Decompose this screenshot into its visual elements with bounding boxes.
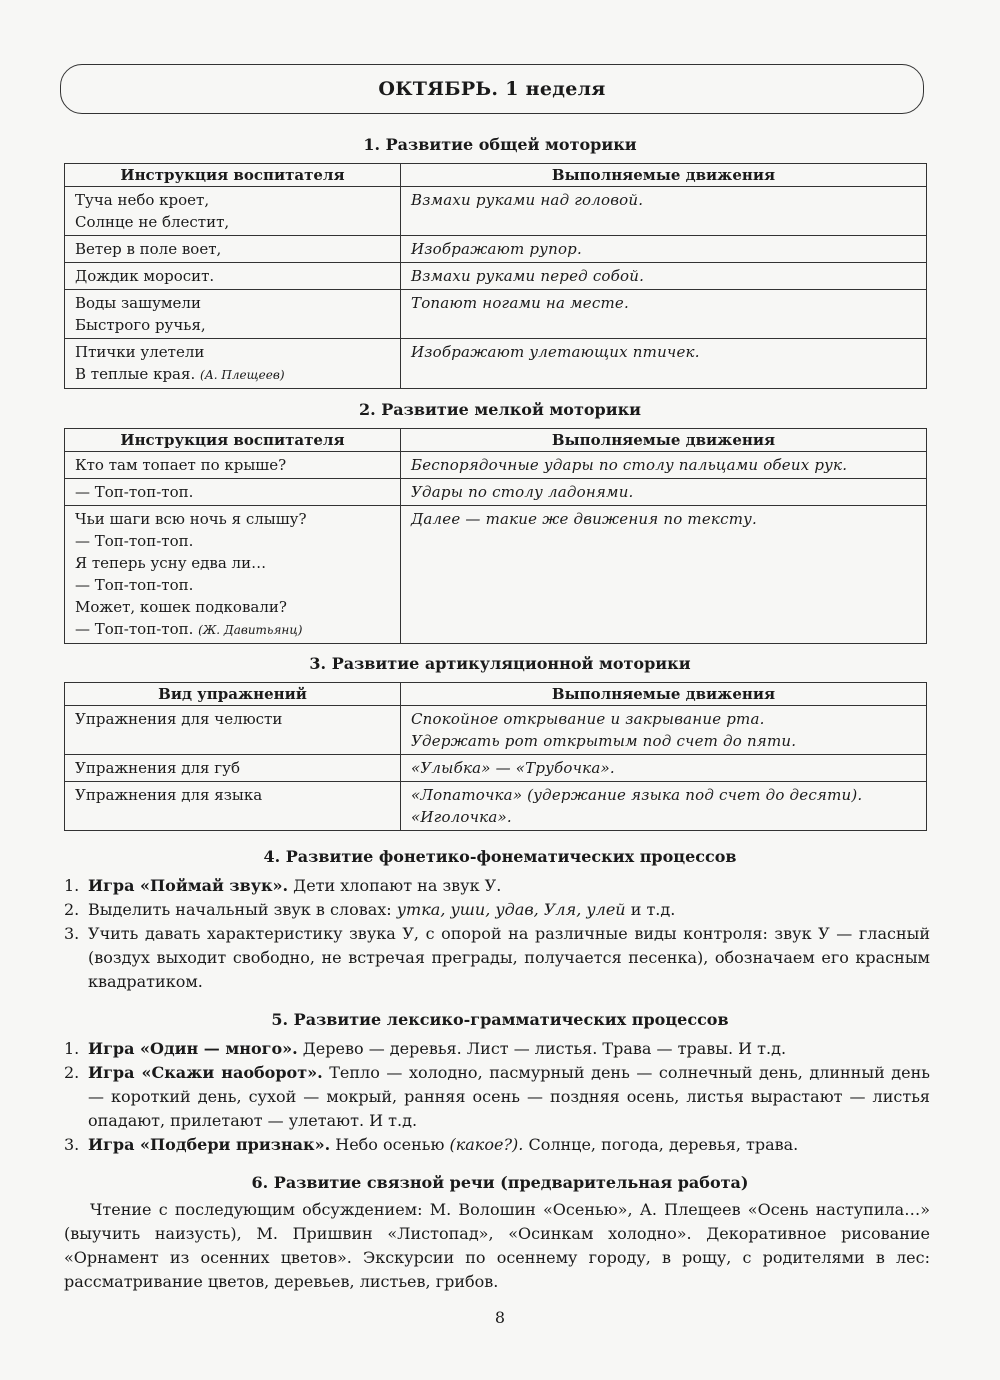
column-header: Выполняемые движения bbox=[401, 164, 927, 187]
verse-line: Я теперь усну едва ли… bbox=[75, 554, 267, 572]
movement-line: «Иголочка». bbox=[411, 808, 512, 826]
table-header-row bbox=[65, 683, 927, 706]
item-number: 2. bbox=[64, 900, 80, 919]
page-number: 8 bbox=[494, 1308, 506, 1327]
section-5-title: 5. Развитие лексико-грамматических процессов bbox=[271, 1010, 729, 1029]
page-title: ОКТЯБРЬ. 1 неделя bbox=[378, 78, 606, 100]
verse-line: Быстрого ручья, bbox=[75, 316, 206, 334]
section-4-title: 4. Развитие фонетико-фонематических процессов bbox=[263, 847, 737, 866]
lexical-list bbox=[64, 1037, 930, 1157]
movement-cell: Взмахи руками перед собой. bbox=[401, 263, 927, 290]
movement-cell: Далее — такие же движения по тексту. bbox=[401, 506, 927, 644]
list-item bbox=[64, 922, 930, 994]
author-credit: (Ж. Давитьянц) bbox=[198, 623, 303, 637]
table-row bbox=[65, 755, 927, 782]
movement-line: «Лопаточка» (удержание языка под счет до десяти). bbox=[411, 786, 863, 804]
column-header: Выполняемые движения bbox=[401, 683, 927, 706]
movement-cell: Изображают улетающих птичек. bbox=[401, 339, 927, 389]
item-number: 1. bbox=[64, 876, 80, 895]
movement-line: «Улыбка» — «Трубочка». bbox=[411, 759, 615, 777]
game-name: Игра «Поймай звук». bbox=[88, 876, 289, 895]
item-text: Дерево — деревья. Лист — листья. Трава — травы. И т.д. bbox=[297, 1039, 787, 1058]
instruction-cell bbox=[65, 290, 401, 339]
verse-line: Дождик моросит. bbox=[75, 267, 215, 285]
verse-line-with-author bbox=[75, 363, 390, 386]
movement-cell: Удары по столу ладонями. bbox=[401, 479, 927, 506]
instruction-cell bbox=[65, 452, 401, 479]
movement-cell: Взмахи руками над головой. bbox=[401, 187, 927, 236]
movement-cell: Изображают рупор. bbox=[401, 236, 927, 263]
articulation-table bbox=[64, 682, 927, 831]
section-3-title: 3. Развитие артикуляционной моторики bbox=[309, 654, 691, 673]
verse-line: Кто там топает по крыше? bbox=[75, 456, 287, 474]
column-header: Инструкция воспитателя bbox=[65, 429, 401, 452]
movement-cell: Топают ногами на месте. bbox=[401, 290, 927, 339]
instruction-cell bbox=[65, 339, 401, 389]
column-header: Инструкция воспитателя bbox=[65, 164, 401, 187]
list-item bbox=[64, 874, 930, 898]
table-row bbox=[65, 479, 927, 506]
exercise-type-cell: Упражнения для губ bbox=[65, 755, 401, 782]
exercise-type-cell: Упражнения для языка bbox=[65, 782, 401, 831]
instruction-cell bbox=[65, 263, 401, 290]
item-number: 3. bbox=[64, 924, 80, 943]
phonetic-list bbox=[64, 874, 930, 994]
table-row bbox=[65, 339, 927, 389]
game-name: Игра «Один — много». bbox=[88, 1039, 298, 1058]
game-name: Игра «Подбери признак». bbox=[88, 1135, 331, 1154]
item-words: утка, уши, удав, Уля, улей bbox=[396, 900, 626, 919]
item-text: Тепло — холодно, пасмурный день — солнечный день, длинный день — короткий день, сухой — мокрый, ранняя осень — поздняя осень, листья вырастают — листья опадают, прилетают — улетают. И т.д. bbox=[88, 1063, 930, 1130]
table-row bbox=[65, 263, 927, 290]
exercise-type-cell: Упражнения для челюсти bbox=[65, 706, 401, 755]
item-number: 2. bbox=[64, 1063, 80, 1082]
section-2-title: 2. Развитие мелкой моторики bbox=[358, 400, 642, 419]
verse-line: Туча небо кроет, bbox=[75, 191, 210, 209]
table-row bbox=[65, 506, 927, 644]
verse-line: — Топ-топ-топ. bbox=[75, 483, 194, 501]
table-header-row bbox=[65, 164, 927, 187]
verse-line: — Топ-топ-топ. bbox=[75, 576, 194, 594]
item-question: (какое?). bbox=[449, 1135, 524, 1154]
item-tail: и т.д. bbox=[625, 900, 676, 919]
instruction-cell bbox=[65, 236, 401, 263]
verse-line: Ветер в поле воет, bbox=[75, 240, 222, 258]
item-number: 3. bbox=[64, 1135, 80, 1154]
table-header-row bbox=[65, 429, 927, 452]
table-row bbox=[65, 187, 927, 236]
item-text: Небо осенью bbox=[330, 1135, 450, 1154]
item-number: 1. bbox=[64, 1039, 80, 1058]
fine-motor-table bbox=[64, 428, 927, 644]
item-text: Учить давать характеристику звука У, с опорой на различные виды контроля: звук У — гласный (воздух выходит свободно, не встречая преграды, получается песенка), обозначаем его красным квадратиком. bbox=[88, 924, 930, 991]
verse-line: Солнце не блестит, bbox=[75, 213, 230, 231]
instruction-cell bbox=[65, 506, 401, 644]
table-row bbox=[65, 452, 927, 479]
verse-line: — Топ-топ-топ. bbox=[75, 620, 194, 638]
table-row bbox=[65, 782, 927, 831]
page-title-box bbox=[60, 64, 924, 114]
verse-line: Воды зашумели bbox=[75, 294, 201, 312]
verse-line-with-author bbox=[75, 618, 390, 641]
column-header: Вид упражнений bbox=[65, 683, 401, 706]
movement-cell bbox=[401, 782, 927, 831]
item-text: Дети хлопают на звук У. bbox=[288, 876, 502, 895]
list-item bbox=[64, 898, 930, 922]
movement-line: Спокойное открывание и закрывание рта. bbox=[411, 710, 765, 728]
movement-line: Удержать рот открытым под счет до пяти. bbox=[411, 732, 797, 750]
instruction-cell bbox=[65, 479, 401, 506]
verse-line: В теплые края. bbox=[75, 365, 196, 383]
movement-cell bbox=[401, 755, 927, 782]
table-row bbox=[65, 236, 927, 263]
list-item bbox=[64, 1061, 930, 1133]
verse-line: Может, кошек подковали? bbox=[75, 598, 287, 616]
list-item bbox=[64, 1037, 930, 1061]
verse-line: — Топ-топ-топ. bbox=[75, 532, 194, 550]
column-header: Выполняемые движения bbox=[401, 429, 927, 452]
section-6-title: 6. Развитие связной речи (предварительная работа) bbox=[251, 1173, 749, 1192]
movement-cell bbox=[401, 706, 927, 755]
verse-line: Чьи шаги всю ночь я слышу? bbox=[75, 510, 307, 528]
item-text: Выделить начальный звук в словах: bbox=[88, 900, 397, 919]
section-1-title: 1. Развитие общей моторики bbox=[363, 135, 637, 154]
game-name: Игра «Скажи наоборот». bbox=[88, 1063, 323, 1082]
item-tail: Солнце, погода, деревья, трава. bbox=[523, 1135, 799, 1154]
gross-motor-table bbox=[64, 163, 927, 389]
verse-line: Птички улетели bbox=[75, 343, 205, 361]
instruction-cell bbox=[65, 187, 401, 236]
speech-paragraph: Чтение с последующим обсуждением: М. Волошин «Осенью», А. Плещеев «Осень наступила…» (выучить наизусть), М. Пришвин «Листопад», «Осинкам холодно». Декоративное рисование «Орнамент из осенних цветов». Экскурсии по осеннему городу, в рощу, с родителями в лес: рассматривание цветов, деревьев, листьев, грибов. bbox=[64, 1200, 930, 1291]
author-credit: (А. Плещеев) bbox=[200, 368, 285, 382]
table-row bbox=[65, 706, 927, 755]
table-row bbox=[65, 290, 927, 339]
movement-cell: Беспорядочные удары по столу пальцами обеих рук. bbox=[401, 452, 927, 479]
list-item bbox=[64, 1133, 930, 1157]
